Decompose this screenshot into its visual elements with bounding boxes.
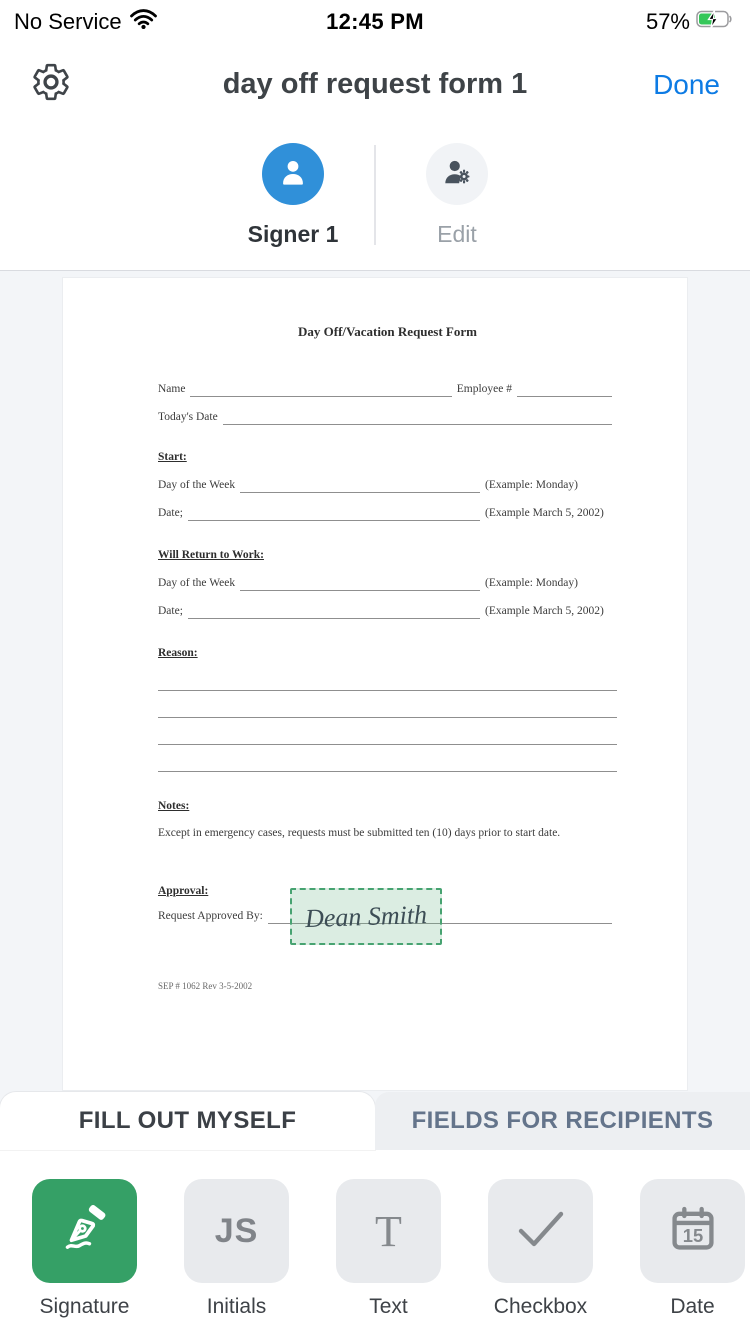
edit-avatar[interactable]	[426, 143, 488, 205]
reason-line	[158, 718, 617, 745]
wifi-icon	[130, 9, 157, 35]
date-tile[interactable]	[640, 1179, 745, 1283]
svg-text:15: 15	[682, 1224, 703, 1246]
date-label: Date;	[158, 507, 183, 519]
document-page	[63, 278, 687, 1090]
checkmark-icon	[515, 1208, 567, 1255]
day-example: (Example: Monday)	[485, 577, 578, 589]
edit-signers-button[interactable]	[382, 143, 532, 248]
date-example: (Example March 5, 2002)	[485, 507, 604, 519]
signature-field[interactable]	[290, 888, 442, 945]
signer-selector	[0, 125, 750, 271]
battery-percent: 57%	[645, 9, 690, 34]
day-of-week-line	[240, 578, 480, 591]
tool-label: Initials	[206, 1295, 267, 1318]
signer-1-button[interactable]	[218, 143, 368, 248]
tool-label: Signature	[39, 1295, 130, 1318]
person-icon	[276, 155, 310, 194]
signature-tool-button[interactable]	[32, 1179, 137, 1334]
day-of-week-label: Day of the Week	[158, 577, 236, 589]
header	[0, 44, 750, 125]
field-toolbar	[0, 1150, 750, 1334]
signer-avatar[interactable]	[262, 143, 324, 205]
document-title: Day Off/Vacation Request Form	[298, 324, 477, 339]
form-number: SEP # 1062 Rev 3-5-2002	[158, 981, 253, 991]
initials-tile[interactable]	[184, 1179, 289, 1283]
reason-heading: Reason:	[158, 647, 198, 659]
tool-label: Checkbox	[493, 1295, 588, 1318]
day-of-week-line	[240, 480, 480, 493]
settings-gear-icon[interactable]	[30, 61, 72, 108]
name-line	[190, 384, 451, 397]
date-line	[188, 508, 480, 521]
text-glyph: T	[375, 1206, 402, 1256]
vertical-divider	[374, 145, 376, 245]
name-label: Name	[158, 383, 186, 395]
start-heading: Start:	[158, 451, 187, 463]
edit-label: Edit	[437, 221, 477, 247]
battery-charging-icon	[696, 9, 736, 36]
todays-date-label: Today's Date	[158, 411, 218, 423]
clock: 12:45 PM	[326, 9, 424, 34]
calendar-icon	[667, 1203, 719, 1260]
tab-fill-out-myself[interactable]: FILL OUT MYSELF	[0, 1092, 375, 1150]
notes-heading: Notes:	[158, 800, 190, 812]
date-tool-button[interactable]	[640, 1179, 745, 1334]
todays-date-line	[223, 412, 612, 425]
day-of-week-label: Day of the Week	[158, 479, 236, 491]
carrier-label: No Service	[14, 9, 122, 34]
date-line	[188, 606, 480, 619]
employee-line	[517, 384, 612, 397]
checkbox-tool-button[interactable]	[488, 1179, 593, 1334]
tab-fields-for-recipients[interactable]: FIELDS FOR RECIPIENTS	[375, 1092, 750, 1150]
reason-line	[158, 745, 617, 772]
field-source-tabs	[0, 1092, 750, 1150]
page-title: day off request form 1	[222, 68, 528, 100]
fountain-pen-icon	[57, 1201, 113, 1262]
approved-by-label: Request Approved By:	[158, 910, 263, 922]
checkbox-tile[interactable]	[488, 1179, 593, 1283]
reason-line	[158, 691, 617, 718]
initials-glyph: JS	[214, 1211, 259, 1250]
text-tile[interactable]	[336, 1179, 441, 1283]
tool-label: Date	[670, 1295, 715, 1318]
return-heading: Will Return to Work:	[158, 549, 264, 561]
day-example: (Example: Monday)	[485, 479, 578, 491]
signer-label: Signer 1	[247, 221, 339, 247]
date-example: (Example March 5, 2002)	[485, 605, 604, 617]
text-tool-button[interactable]	[336, 1179, 441, 1334]
date-label: Date;	[158, 605, 183, 617]
reason-line	[158, 664, 617, 691]
initials-tool-button[interactable]	[184, 1179, 289, 1334]
status-bar	[0, 0, 750, 44]
tool-label: Text	[369, 1295, 408, 1318]
signature-tile[interactable]	[32, 1179, 137, 1283]
approval-heading: Approval:	[158, 885, 209, 897]
signature-value: Dean Smith	[304, 899, 428, 933]
employee-label: Employee #	[456, 383, 512, 395]
notes-text: Except in emergency cases, requests must be submitted ten (10) days prior to start date.	[158, 827, 561, 839]
done-button[interactable]: Done	[653, 68, 720, 100]
document-viewport[interactable]	[0, 271, 750, 1092]
person-gear-icon	[439, 154, 475, 195]
